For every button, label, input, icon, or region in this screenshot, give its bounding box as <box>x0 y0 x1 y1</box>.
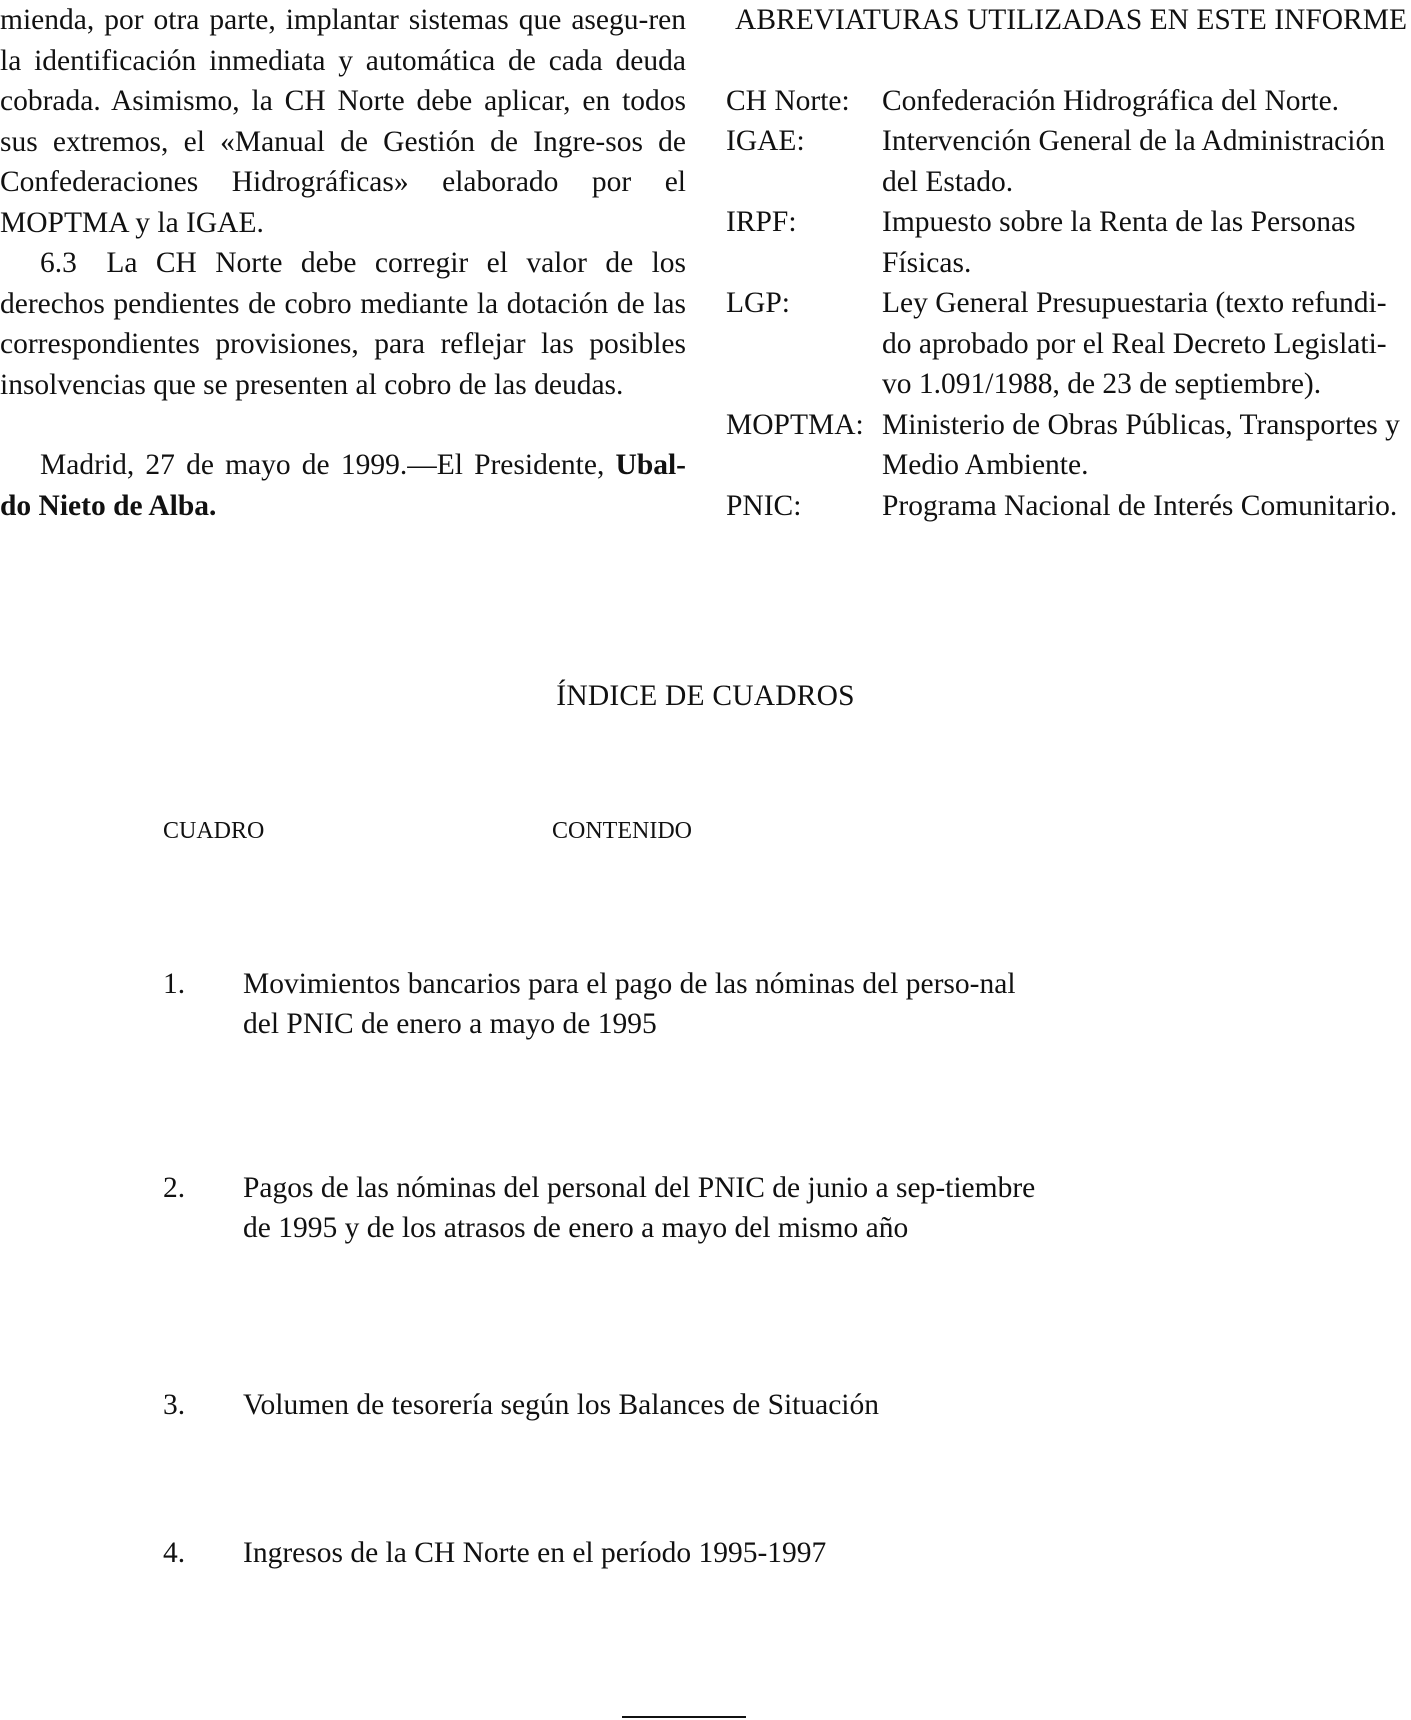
paragraph-6-3: 6.3 La CH Norte debe corregir el valor de los derechos pendientes de cobro mediante la dotación de las correspondientes provisiones, para reflejar las posibles insolvencias que se presenten al cobro de las deudas. <box>0 247 686 401</box>
abbreviation-definition: Ley General Presupuestaria (texto refundi-do aprobado por el Real Decreto Legislati-vo 1.091/1988, de 23 de septiembre). <box>882 287 1387 400</box>
abbreviation-row <box>726 202 1411 283</box>
abbreviations-list <box>726 81 1411 527</box>
abbreviation-row <box>726 486 1411 527</box>
index-item-text: Pagos de las nóminas del personal del PNIC de junio a sep-tiembre de 1995 y de los atrasos de enero a mayo del mismo año <box>243 1172 1036 1244</box>
abbreviation-definition: Ministerio de Obras Públicas, Transportes y Medio Ambiente. <box>882 408 1400 481</box>
paragraph-recommendation: mienda, por otra parte, implantar sistemas que asegu-ren la identificación inmediata y automática de cada deuda cobrada. Asimismo, la CH Norte debe aplicar, en todos sus extremos, el «Manual de Gestión de Ingre-sos de Confederaciones Hidrográficas» elaborado por el MOPTMA y la IGAE. <box>0 4 686 239</box>
index-item <box>163 964 1043 1044</box>
index-item-number: 3. <box>163 1389 186 1421</box>
abbreviation-key: LGP: <box>726 287 790 319</box>
abbreviations-section <box>726 0 1411 526</box>
signature-prefix: Madrid, 27 de mayo de 1999.—El Presidente, <box>40 449 616 481</box>
signature-name: Ubal-do Nieto de Alba. <box>0 449 686 522</box>
index-item-number: 1. <box>163 968 186 1000</box>
abbreviation-row <box>726 121 1411 202</box>
abbreviation-key: PNIC: <box>726 489 802 522</box>
abbreviations-title: ABREVIATURAS UTILIZADAS EN ESTE INFORME <box>735 4 1407 36</box>
index-item <box>163 1385 1043 1425</box>
abbreviation-definition: Confederación Hidrográfica del Norte. <box>882 84 1340 117</box>
index-item <box>163 1533 1043 1573</box>
abbreviation-key: IGAE: <box>726 125 805 157</box>
index-item-text: Ingresos de la CH Norte en el período 1995-1997 <box>243 1537 827 1569</box>
column-header-contenido: CONTENIDO <box>552 818 692 844</box>
abbreviation-row <box>726 81 1411 122</box>
index-item-text: Movimientos bancarios para el pago de las nóminas del perso-nal del PNIC de enero a mayo de 1995 <box>243 968 1016 1040</box>
index-item-number: 4. <box>163 1537 186 1569</box>
left-column <box>0 0 686 526</box>
abbreviation-key: CH Norte: <box>726 84 850 117</box>
abbreviation-key: IRPF: <box>726 206 797 238</box>
abbreviation-definition: Intervención General de la Administración del Estado. <box>882 125 1385 198</box>
signature-line <box>0 445 686 526</box>
abbreviation-row <box>726 283 1411 405</box>
abbreviation-row <box>726 405 1411 486</box>
abbreviation-key: MOPTMA: <box>726 408 864 441</box>
abbreviation-definition: Impuesto sobre la Renta de las Personas Físicas. <box>882 206 1356 279</box>
index-title: ÍNDICE DE CUADROS <box>556 680 855 712</box>
abbreviation-definition: Programa Nacional de Interés Comunitario. <box>882 489 1398 522</box>
index-item <box>163 1168 1043 1248</box>
column-header-cuadro: CUADRO <box>163 818 265 844</box>
index-item-number: 2. <box>163 1172 186 1204</box>
index-item-text: Volumen de tesorería según los Balances de Situación <box>243 1389 880 1421</box>
closing-rule <box>622 1716 746 1718</box>
